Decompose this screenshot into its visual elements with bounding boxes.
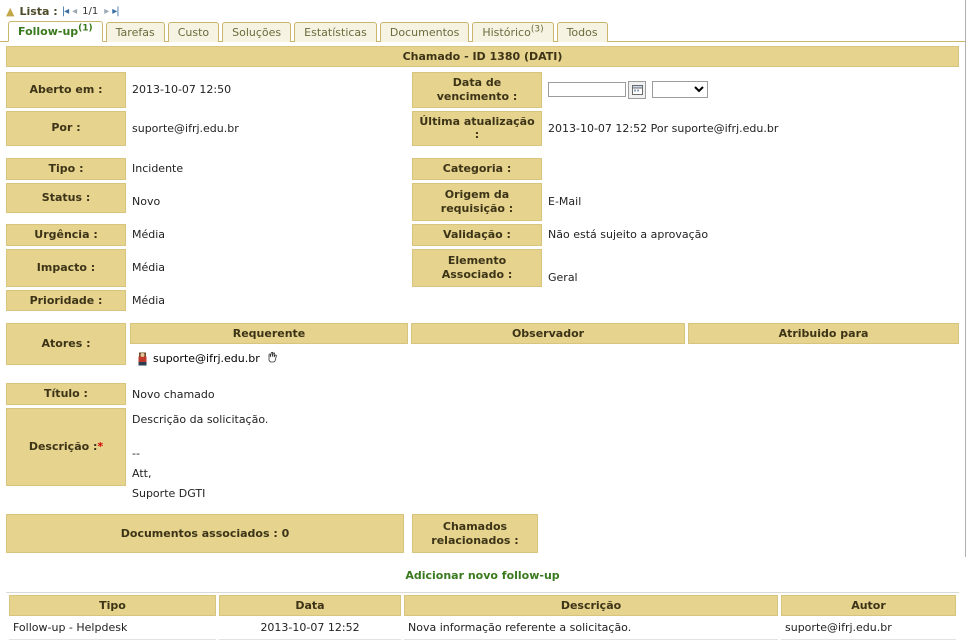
descricao-label-text: Descrição : <box>28 440 98 454</box>
last-page-icon[interactable]: ▸| <box>112 5 119 17</box>
origem-requisicao-label: Origem da requisição : <box>412 183 542 221</box>
row-titulo <box>6 383 959 405</box>
next-page-icon[interactable]: ▸ <box>104 5 109 17</box>
add-followup-link[interactable]: Adicionar novo follow-up <box>405 569 560 583</box>
table-row[interactable] <box>9 616 956 640</box>
documentos-associados-button[interactable]: Documentos associados : 0 <box>6 514 404 554</box>
cell-data: 2013-10-07 12:52 <box>219 616 401 640</box>
tab-historico-label: Histórico <box>482 26 531 39</box>
divider <box>6 592 959 593</box>
column-autor[interactable]: Autor <box>781 595 956 616</box>
row-impacto-elemento <box>6 249 959 287</box>
origem-requisicao-value: E-Mail <box>548 195 582 209</box>
validacao-label: Validação : <box>412 224 542 246</box>
list-navigation-bar <box>0 0 965 20</box>
tab-follow-up-label: Follow-up <box>18 25 79 38</box>
requerente-row <box>130 346 959 371</box>
tab-tarefas[interactable] <box>106 22 165 42</box>
elemento-associado-value: Geral <box>548 270 578 284</box>
row-status-origem <box>6 183 959 221</box>
tab-follow-up-count: (1) <box>78 23 93 34</box>
tab-estatisticas-label: Estatísticas <box>304 26 367 39</box>
descricao-line-3: Att, <box>132 466 152 480</box>
tipo-label: Tipo : <box>6 158 126 180</box>
ultima-atualizacao-value: 2013-10-07 12:52 Por suporte@ifrj.edu.br <box>548 121 779 135</box>
tab-custo[interactable] <box>168 22 219 42</box>
atores-header-row <box>130 323 959 344</box>
atribuido-para-header: Atribuido para <box>688 323 959 344</box>
requerente-header: Requerente <box>130 323 408 344</box>
validacao-value: Não está sujeito a aprovação <box>548 228 709 242</box>
data-vencimento-label: Data de vencimento : <box>412 72 542 108</box>
por-label: Por : <box>6 111 126 147</box>
prioridade-label: Prioridade : <box>6 290 126 312</box>
impacto-value: Média <box>132 261 166 274</box>
tab-estatisticas[interactable] <box>294 22 377 42</box>
row-prioridade <box>6 290 959 312</box>
atores-label: Atores : <box>6 323 126 365</box>
tab-bar <box>0 20 965 42</box>
tab-historico-count: (3) <box>530 24 544 35</box>
data-vencimento-select[interactable] <box>652 81 708 98</box>
row-tipo-categoria <box>6 158 959 180</box>
tab-todos-label: Todos <box>566 26 598 39</box>
pointer-cursor-icon <box>266 350 280 367</box>
tab-follow-up[interactable] <box>8 21 103 42</box>
row-descricao <box>6 408 959 506</box>
tab-custo-label: Custo <box>177 26 210 39</box>
column-tipo[interactable]: Tipo <box>9 595 216 616</box>
status-label: Status : <box>6 183 126 213</box>
tab-todos[interactable] <box>557 22 608 42</box>
data-vencimento-controls <box>542 72 959 108</box>
double-chevron-up-icon[interactable]: ▲ <box>6 4 15 18</box>
elemento-associado-label: Elemento Associado : <box>412 249 542 287</box>
documents-buttons-row <box>6 514 959 554</box>
user-icon <box>136 352 149 366</box>
tab-documentos-label: Documentos <box>389 26 460 39</box>
ultima-atualizacao-label: Última atualização : <box>412 111 542 147</box>
observador-header: Observador <box>411 323 685 344</box>
ticket-content <box>0 42 965 640</box>
required-marker: * <box>97 440 104 454</box>
aberto-em-value: 2013-10-07 12:50 <box>132 83 232 97</box>
tab-solucoes-label: Soluções <box>232 26 282 39</box>
requerente-value[interactable]: suporte@ifrj.edu.br <box>153 352 260 366</box>
list-label: Lista : <box>19 4 58 18</box>
impacto-label: Impacto : <box>6 249 126 287</box>
row-urgencia-validacao <box>6 224 959 246</box>
tab-tarefas-label: Tarefas <box>115 26 155 39</box>
row-aberto-vencimento <box>6 72 959 108</box>
descricao-line-2: -- <box>132 446 140 460</box>
por-value: suporte@ifrj.edu.br <box>132 121 239 135</box>
row-por-atualizacao <box>6 111 959 147</box>
ticket-title-bar: Chamado - ID 1380 (DATI) <box>6 46 959 67</box>
descricao-line-1: Descrição da solicitação. <box>132 413 269 426</box>
data-vencimento-input[interactable] <box>548 82 626 97</box>
row-atores <box>6 323 959 371</box>
cell-descricao: Nova informação referente a solicitação. <box>404 616 778 640</box>
urgencia-label: Urgência : <box>6 224 126 246</box>
followups-header-row <box>9 595 956 616</box>
titulo-value: Novo chamado <box>132 387 215 401</box>
prioridade-value: Média <box>132 293 166 307</box>
column-data[interactable]: Data <box>219 595 401 616</box>
aberto-em-label: Aberto em : <box>6 72 126 108</box>
titulo-label: Título : <box>6 383 126 405</box>
column-descricao[interactable]: Descrição <box>404 595 778 616</box>
tab-solucoes[interactable] <box>222 22 291 42</box>
cell-tipo: Follow-up - Helpdesk <box>9 616 216 640</box>
calendar-icon[interactable] <box>628 81 646 99</box>
previous-page-icon[interactable]: ◂ <box>72 5 77 17</box>
status-value: Novo <box>132 195 161 209</box>
cell-autor: suporte@ifrj.edu.br <box>781 616 956 640</box>
descricao-line-4: Suporte DGTI <box>132 486 206 500</box>
page-indicator: 1/1 <box>82 5 99 17</box>
chamados-relacionados-button[interactable]: Chamados relacionados : <box>412 514 538 554</box>
categoria-value <box>542 158 959 180</box>
first-page-icon[interactable]: |◂ <box>61 5 69 17</box>
tab-historico[interactable] <box>472 22 553 42</box>
tipo-value: Incidente <box>132 162 184 176</box>
urgencia-value: Média <box>132 228 166 242</box>
tab-documentos[interactable] <box>380 22 469 42</box>
categoria-label: Categoria : <box>412 158 542 180</box>
followups-table <box>6 595 959 640</box>
descricao-label <box>6 408 126 486</box>
